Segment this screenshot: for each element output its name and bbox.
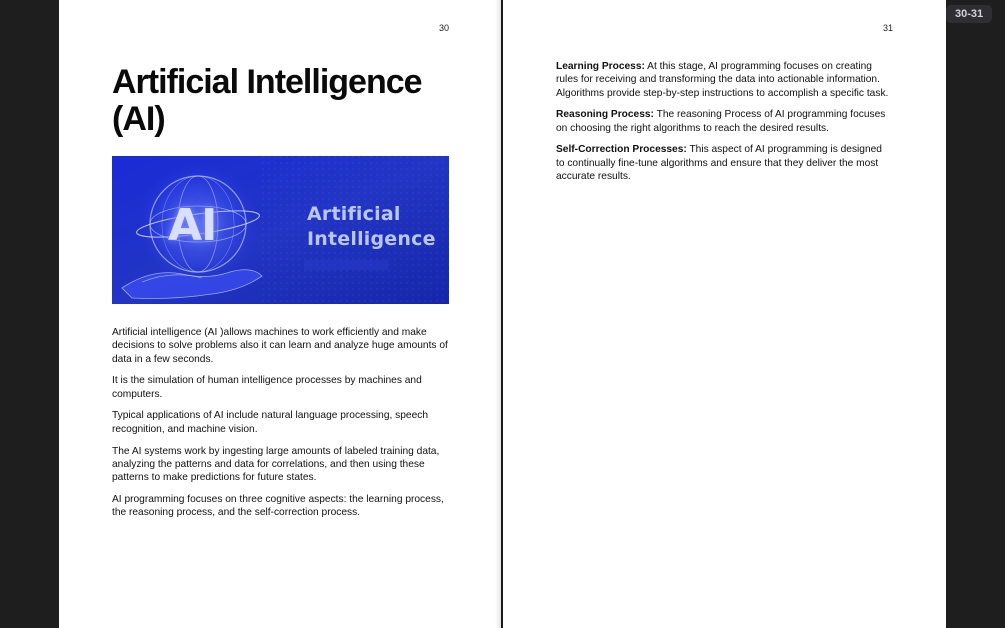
section-self-correction — [556, 143, 891, 183]
paragraph: AI programming focuses on three cognitive aspects: the learning process, the reasoning process, and the self-correction process. — [112, 493, 444, 519]
ai-hero-caption-line1: Artificial — [307, 203, 401, 225]
section-heading: Reasoning Process: — [556, 109, 654, 121]
paragraph: Typical applications of AI include natural language processing, speech recognition, and machine vision. — [112, 410, 429, 435]
page-number: 30 — [439, 23, 450, 33]
page-title: Artificial Intelligence (AI) — [112, 63, 422, 138]
section-reasoning-process — [556, 108, 891, 135]
section-text: The reasoning Process of AI programming focuses on choosing the right algorithms to reach the desired results. — [556, 109, 886, 134]
section-heading: Self-Correction Processes: — [556, 144, 687, 156]
section-text: This aspect of AI programming is designed to continually fine-tune algorithms and ensure that they deliver the most accurate results. — [556, 144, 882, 183]
paragraph: The AI systems work by ingesting large amounts of labeled training data, analyzing the patterns and data for correlations, and then using these patterns to make predictions for future states. — [112, 445, 440, 484]
section-text: At this stage, AI programming focuses on creating rules for receiving and transforming the data into actionable information. Algorithms provide step-by-step instructions to accomplish a specific task. — [556, 61, 889, 99]
page-31[interactable] — [503, 0, 946, 628]
page-range-indicator: 30-31 — [946, 5, 992, 23]
page-30[interactable] — [59, 0, 501, 628]
left-page-body — [112, 326, 454, 528]
right-page-body — [556, 60, 891, 192]
ai-hero-caption-line2: Intelligence — [307, 228, 436, 250]
ai-hero-image — [112, 156, 449, 304]
ai-hero-caption — [307, 202, 436, 252]
page-number: 31 — [883, 23, 894, 33]
paragraph: Artificial intelligence (AI )allows machines to work efficiently and make decisions to solve problems also it can learn and analyze huge amounts of data in a few seconds. — [112, 327, 448, 365]
section-learning-process — [556, 60, 891, 100]
paragraph: It is the simulation of human intelligence processes by machines and computers. — [112, 375, 422, 400]
ai-hero-letters: AI — [168, 200, 217, 251]
section-heading: Learning Process: — [556, 61, 645, 72]
